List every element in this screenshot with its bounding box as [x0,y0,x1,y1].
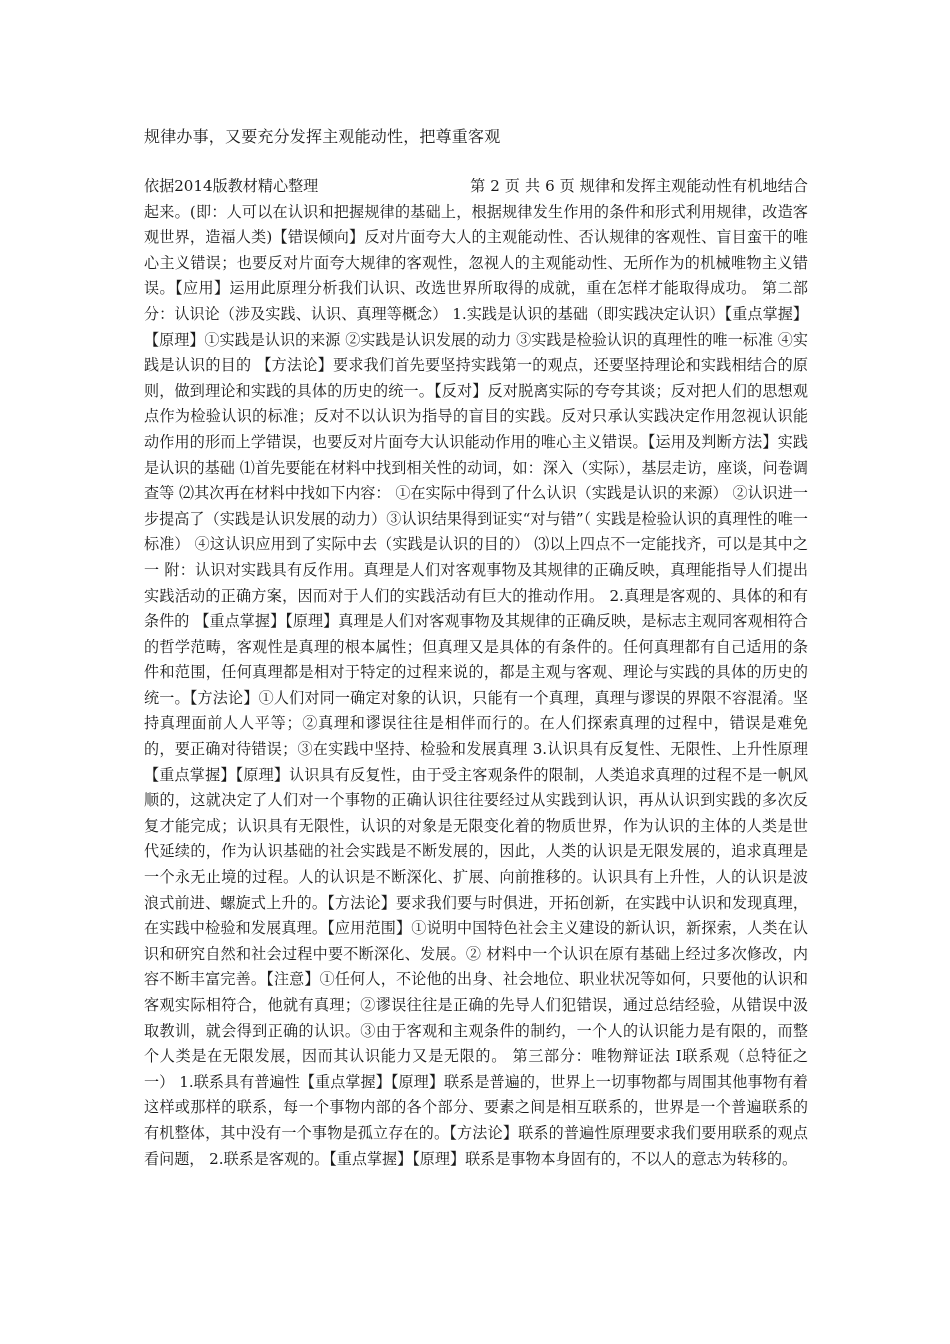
footer-left-text: 依据2014版教材精心整理 [144,177,319,195]
page-indicator: 第 2 页 共 6 页 [470,177,575,195]
continuation-line: 规律办事，又要充分发挥主观能动性，把尊重客观 [144,127,501,146]
body-paragraph: 规律和发挥主观能动性有机地结合起来。(即：人可以在认识和把握规律的基础上，根据规律发生作用的条件和形式利用规律，改造客观世界，造福人类)【错误倾向】反对片面夸大人的主观能动性、否认规律的客观性、盲目蛮干的唯心主义错误；也要反对片面夸大规律的客观性，忽视人的主观能动性、无所作为的机械唯物主义错误。【应用】运用此原理分析我们认识、改选世界所取得的成就，重在怎样才能取得成功。 第二部分：认识论（涉及实践、认识、真理等概念） 1.实践是认识的基础（即实践决定认识）【重点掌握】【原理】①实践是认识的来源 ②实践是认识发展的动力 ③实践是检验认识的真理性的唯一标准 ④实践是认识的目的 【方法论】要求我们首先要坚持实践第一的观点，还要坚持理论和实践相结合的原则，做到理论和实践的具体的历史的统一。【反对】反对脱离实际的夸夸其谈；反对把人们的思想观点作为检验认识的标准；反对不以认识为指导的盲目的实践。反对只承认实践决定作用忽视认识能动作用的形而上学错误，也要反对片面夸大认识能动作用的唯心主义错误。【运用及判断方法】实践是认识的基础 ⑴首先要能在材料中找到相关性的动词，如：深入（实际），基层走访，座谈，问卷调查等 ⑵其次再在材料中找如下内容： ①在实际中得到了什么认识（实践是认识的来源） ②认识进一步提高了（实践是认识发展的动力）③认识结果得到证实“对与错”（ 实践是检验认识的真理性的唯一标准） ④这认识应用到了实际中去（实践是认识的目的） ⑶以上四点不一定能找齐，可以是其中之一 附：认识对实践具有反作用。真理是人们对客观事物及其规律的正确反映，真理能指导人们提出实践活动的正确方案，因而对于人们的实践活动有巨大的推动作用。 2.真理是客观的、具体的和有条件的 【重点掌握】【原理】真理是人们对客观事物及其规律的正确反映，是标志主观同客观相符合的哲学范畴，客观性是真理的根本属性；但真理又是具体的有条件的。任何真理都有自己适用的条件和范围，任何真理都是相对于特定的过程来说的，都是主观与客观、理论与实践的具体的历史的统一。【方法论】①人们对同一确定对象的认识，只能有一个真理，真理与谬误的界限不容混淆。坚持真理面前人人平等；②真理和谬误往往是相伴而行的。在人们探索真理的过程中，错误是难免的，要正确对待错误；③在实践中坚持、检验和发展真理 3.认识具有反复性、无限性、上升性原理 【重点掌握】【原理】认识具有反复性，由于受主客观条件的限制，人类追求真理的过程不是一帆风顺的，这就决定了人们对一个事物的正确认识往往要经过从实践到认识，再从认识到实践的多次反复才能完成；认识具有无限性，认识的对象是无限变化着的物质世界，作为认识的主体的人类是世代延续的，作为认识基础的社会实践是不断发展的，因此，人类的认识是无限发展的，追求真理是一个永无止境的过程。人的认识是不断深化、扩展、向前推移的。认识具有上升性，人的认识是波浪式前进、螺旋式上升的。【方法论】要求我们要与时俱进，开拓创新，在实践中认识和发现真理，在实践中检验和发展真理。【应用范围】①说明中国特色社会主义建设的新认识，新探索，人类在认识和研究自然和社会过程中要不断深化、发展。② 材料中一个认识在原有基础上经过多次修改，内容不断丰富完善。【注意】①任何人，不论他的出身、社会地位、职业状况等如何，只要他的认识和客观实际相符合，他就有真理；②谬误往往是正确的先导人们犯错误，通过总结经验，从错误中汲取教训，就会得到正确的认识。③由于客观和主观条件的制约，一个人的认识能力是有限的，而整个人类是在无限发展，因而其认识能力又是无限的。 第三部分：唯物辩证法 Ⅰ联系观（总特征之一） 1.联系具有普遍性【重点掌握】【原理】联系是普遍的，世界上一切事物都与周围其他事物有着这样或那样的联系，每一个事物内部的各个部分、要素之间是相互联系的，世界是一个普遍联系的有机整体，其中没有一个事物是孤立存在的。【方法论】联系的普遍性原理要求我们要用联系的观点看问题， 2.联系是客观的。【重点掌握】【原理】联系是事物本身固有的，不以人的意志为转移的。 [144,177,808,1168]
body-text-block [144,174,808,1172]
